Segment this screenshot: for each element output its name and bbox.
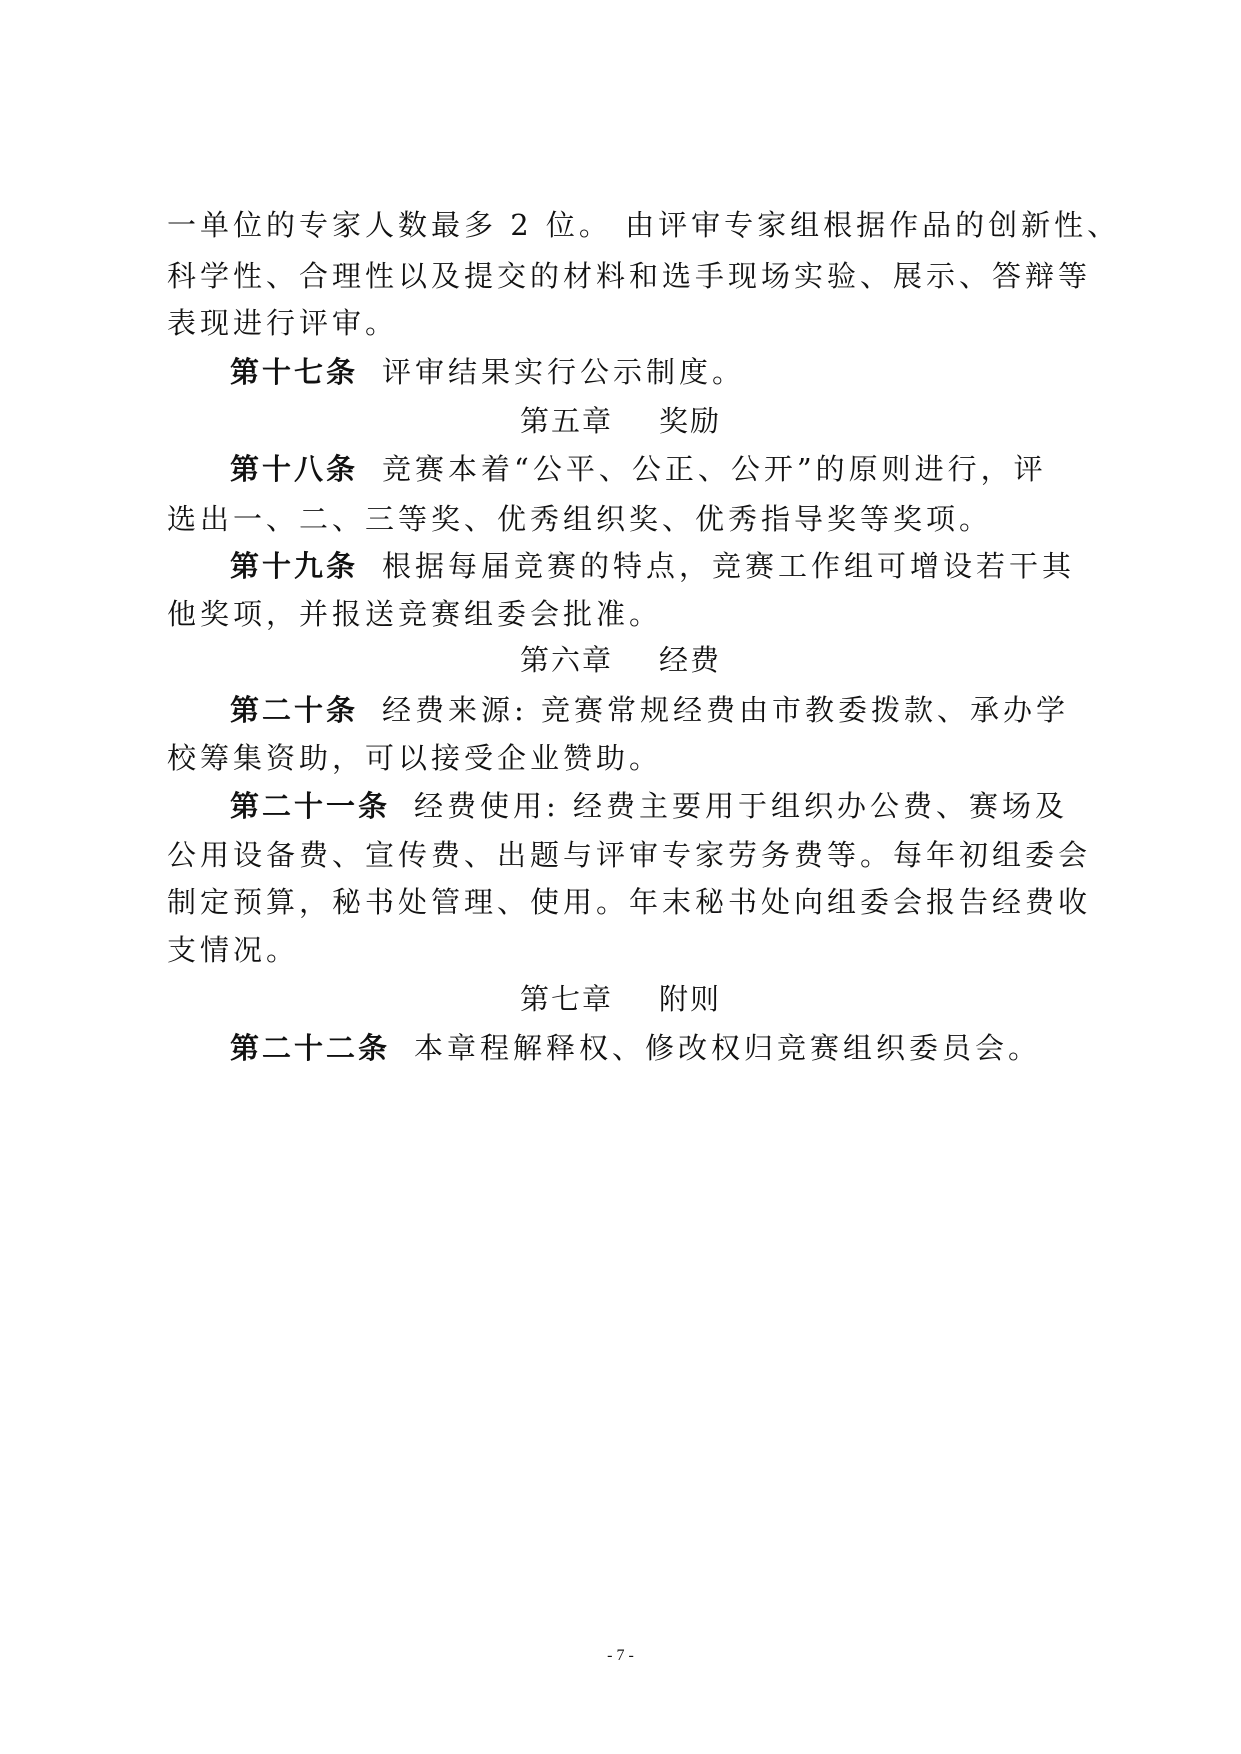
article-text: 根据每届竞赛的特点，竞赛工作组可增设若干其 [382, 549, 1076, 583]
chapter-title: 附则 [659, 982, 722, 1016]
chapter-number: 第五章 [519, 404, 613, 438]
body-text-line: 选出一、二、三等奖、优秀组织奖、优秀指导奖等奖项。 [167, 502, 993, 536]
article-text: 竞赛本着“公平、公正、公开”的原则进行，评 [382, 452, 1047, 486]
body-text-line: 一单位的专家人数最多 2 位。 由评审专家组根据作品的创新性、 [167, 208, 1121, 242]
article-text: 经费来源: 竞赛常规经费由市教委拨款、承办学 [382, 693, 1070, 727]
article-17 [230, 352, 745, 392]
body-text-line: 支情况。 [167, 933, 300, 967]
chapter-heading-6 [0, 640, 1241, 680]
article-22 [230, 1028, 1041, 1068]
article-number: 第二十条 [230, 693, 359, 727]
chapter-title: 经费 [659, 643, 722, 677]
chapter-title: 奖励 [659, 404, 722, 438]
chapter-number: 第七章 [519, 982, 613, 1016]
article-number: 第二十二条 [230, 1031, 391, 1065]
chapter-heading-7 [0, 979, 1241, 1019]
body-text-line: 他奖项，并报送竞赛组委会批准。 [167, 597, 663, 631]
article-number: 第十九条 [230, 549, 359, 583]
page-number: - 7 - [607, 1647, 634, 1664]
body-text-line: 表现进行评审。 [167, 306, 399, 340]
article-text: 本章程解释权、修改权归竞赛组织委员会。 [414, 1031, 1042, 1065]
article-18 [230, 449, 1047, 489]
article-text: 经费使用: 经费主要用于组织办公费、赛场及 [414, 789, 1069, 823]
article-number: 第二十一条 [230, 789, 391, 823]
article-text: 评审结果实行公示制度。 [382, 355, 746, 389]
article-21 [230, 786, 1068, 826]
article-20 [230, 690, 1069, 730]
body-text-line: 公用设备费、宣传费、出题与评审专家劳务费等。每年初组委会 [167, 838, 1092, 872]
body-text-line: 制定预算，秘书处管理、使用。年末秘书处向组委会报告经费收 [167, 885, 1092, 919]
body-text-line: 科学性、合理性以及提交的材料和选手现场实验、展示、答辩等 [167, 259, 1092, 293]
article-19 [230, 546, 1075, 586]
chapter-number: 第六章 [519, 643, 613, 677]
body-text-line: 校筹集资助，可以接受企业赞助。 [167, 741, 663, 775]
article-number: 第十八条 [230, 452, 359, 486]
chapter-heading-5 [0, 401, 1241, 441]
article-number: 第十七条 [230, 355, 359, 389]
